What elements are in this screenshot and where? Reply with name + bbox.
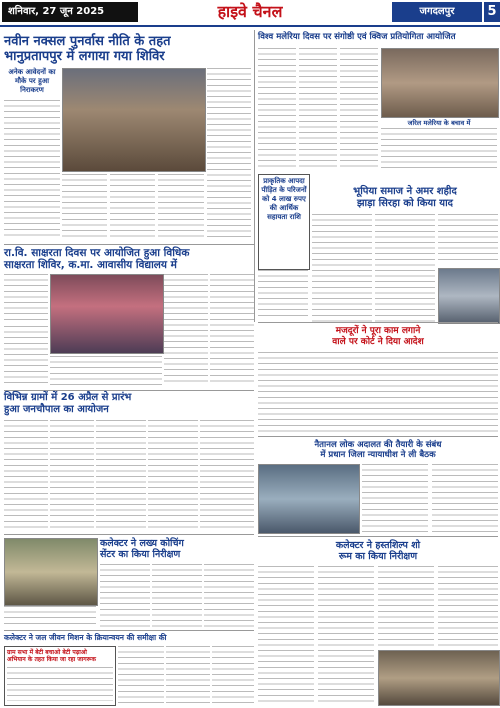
issue-date: शनिवार, 27 जून 2025: [2, 2, 138, 22]
story6-body-col4: [204, 564, 254, 628]
story6-photo: [4, 538, 98, 606]
story1-body-col4: [158, 174, 204, 238]
story1-headline-line1: नवीन नक्सल पुनर्वास नीति के तहत: [4, 34, 171, 49]
story1-body-col1: [4, 100, 60, 238]
story5-body-col1: [4, 420, 48, 530]
story2-body-col3: [340, 48, 378, 168]
story11-headline: [5, 647, 115, 665]
story4-headline-line2: झाड़ा सिरहा को किया याद: [357, 198, 453, 209]
story5-body-col4: [148, 420, 198, 530]
story10-headline: [258, 540, 498, 562]
story8-headline-line1: नैतानल लोक अदालत की तैयारी के संबंध: [314, 440, 442, 450]
story9-body-col3: [212, 646, 254, 704]
box1-line2: पीड़ित के परिजनों: [261, 186, 307, 194]
story3-body-col5: [50, 356, 162, 386]
story10-body-col2: [318, 566, 374, 704]
story9-headline: कलेक्टर ने जल जीवन मिशन के क्रियान्वयन की समीक्षा की: [4, 633, 167, 642]
story8-body-col1: [362, 464, 428, 532]
story1-body-col3: [110, 174, 155, 238]
story4-headline-line1: भूपिया समाज ने अमर शहीद: [353, 186, 457, 197]
story1-photo: [62, 68, 206, 172]
story11-box: [4, 646, 116, 706]
story1-sub-line2: मौके पर हुआ: [15, 77, 49, 85]
story7-headline: [258, 326, 498, 348]
box1-headline: [259, 175, 309, 224]
story6-headline-line1: कलेक्टर ने लख्य कोचिंग: [100, 538, 184, 549]
story5-body-col5: [200, 420, 254, 530]
story4-body-col1: [312, 214, 372, 322]
story1-body-col2: [62, 174, 107, 238]
story6-body-col1: [4, 606, 96, 628]
box1-body: [258, 270, 308, 318]
story8-body-col2: [432, 464, 498, 532]
story8-headline-line2: में प्रधान जिला न्यायाधीश ने ली बैठक: [320, 450, 436, 460]
story3-headline: [4, 247, 254, 271]
story10-body-col3: [378, 566, 434, 646]
story3-top-rule: [4, 244, 254, 245]
story5-body-col3: [96, 420, 146, 530]
column-divider: [254, 30, 255, 322]
story6-body-col2: [100, 564, 150, 628]
story11-headline-line2: अभियान के तहत किया जा रहा जागरूक: [7, 656, 96, 663]
box1-highlight: [258, 174, 310, 270]
story5-headline-line2: हुआ जनचौपाल का आयोजन: [4, 404, 109, 415]
edition-title: हाइवे चैनल: [217, 2, 283, 21]
story1-sub-line3: निराकरण: [20, 86, 44, 94]
story5-top-rule: [4, 390, 254, 391]
story3-headline-line1: रा.वि. साक्षरता दिवस पर आयोजित हुआ विधिक: [4, 247, 190, 259]
story1-body-col5: [207, 68, 251, 238]
story5-body-col2: [50, 420, 94, 530]
story1-headline-line2: भानुप्रतापपुर में लगाया गया शिविर: [4, 49, 165, 64]
story2-photo: [381, 48, 499, 118]
story3-body-col4: [4, 326, 48, 386]
box1-line4: की आर्थिक: [269, 204, 299, 212]
story11-body: [7, 667, 113, 701]
story5-headline-line1: विभिन्न ग्रामों में 26 अप्रैल से प्रारंभ: [4, 392, 132, 403]
story10-body-col1: [258, 566, 314, 704]
story9-body-col2: [166, 646, 210, 704]
story4-photo: [438, 268, 500, 324]
story10-top-rule: [258, 536, 498, 537]
story3-body-col1: [4, 274, 48, 322]
story3-photo: [50, 274, 164, 354]
story7-headline-line2: वाले पर कोर्ट ने दिया आदेश: [332, 337, 424, 347]
story11-headline-line1: ग्राम सभा में बेटी बचाओ बेटी पढ़ाओ: [7, 649, 87, 656]
story9-body-col1: [118, 646, 164, 704]
section-label: जगदलपुर: [392, 2, 482, 22]
masthead: [0, 0, 500, 28]
story10-body-col4: [438, 566, 498, 646]
story10-headline-line1: कलेक्टर ने हस्तशिल्प शो: [335, 540, 421, 551]
story2-caption-heading: जरिल मलेरिया के बचाव में: [407, 119, 471, 127]
story7-headline-line1: मजदूरों ने पूरा काम लगाने: [335, 326, 421, 336]
story9-top-rule: [4, 630, 254, 631]
page-number: 5: [484, 2, 500, 22]
story7-body: [258, 352, 498, 436]
story7-top-rule: [258, 322, 498, 323]
story8-headline: [258, 440, 498, 460]
story10-photo: [378, 650, 500, 706]
story6-headline-line2: सेंटर का किया निरीक्षण: [100, 549, 181, 560]
story6-top-rule: [4, 534, 254, 535]
story8-top-rule: [258, 436, 498, 437]
story5-headline: [4, 392, 254, 416]
box1-line1: प्राकृतिक आपदा: [263, 177, 305, 185]
story1-sub-line1: अनेक आवेदनों का: [8, 68, 56, 76]
story4-headline: [312, 186, 498, 210]
story2-body-col2: [299, 48, 337, 168]
story10-headline-line2: रूम का किया निरीक्षण: [338, 551, 418, 562]
story1-subhead: [4, 68, 60, 95]
story6-headline: [100, 538, 254, 560]
box1-line5: सहायता राशि: [267, 213, 301, 221]
story8-photo: [258, 464, 360, 534]
story6-body-col3: [152, 564, 202, 628]
story2-headline: विश्व मलेरिया दिवस पर संगोष्ठी एवं क्विज प्रतियोगिता आयोजित: [258, 32, 456, 42]
story2-body-col1: [258, 48, 296, 168]
story3-body-col2: [164, 274, 208, 386]
header-rule: [0, 25, 500, 27]
story2-body-col4: [381, 128, 497, 168]
story3-body-col3: [210, 274, 254, 386]
box1-line3: को 4 लाख रुपए: [262, 195, 306, 203]
story3-headline-line2: साक्षरता शिविर, क.मा. आवासीय विद्यालय में: [4, 259, 177, 271]
story4-body-col2: [375, 214, 435, 322]
story1-headline: [4, 34, 266, 64]
story4-body-col3: [438, 214, 498, 264]
